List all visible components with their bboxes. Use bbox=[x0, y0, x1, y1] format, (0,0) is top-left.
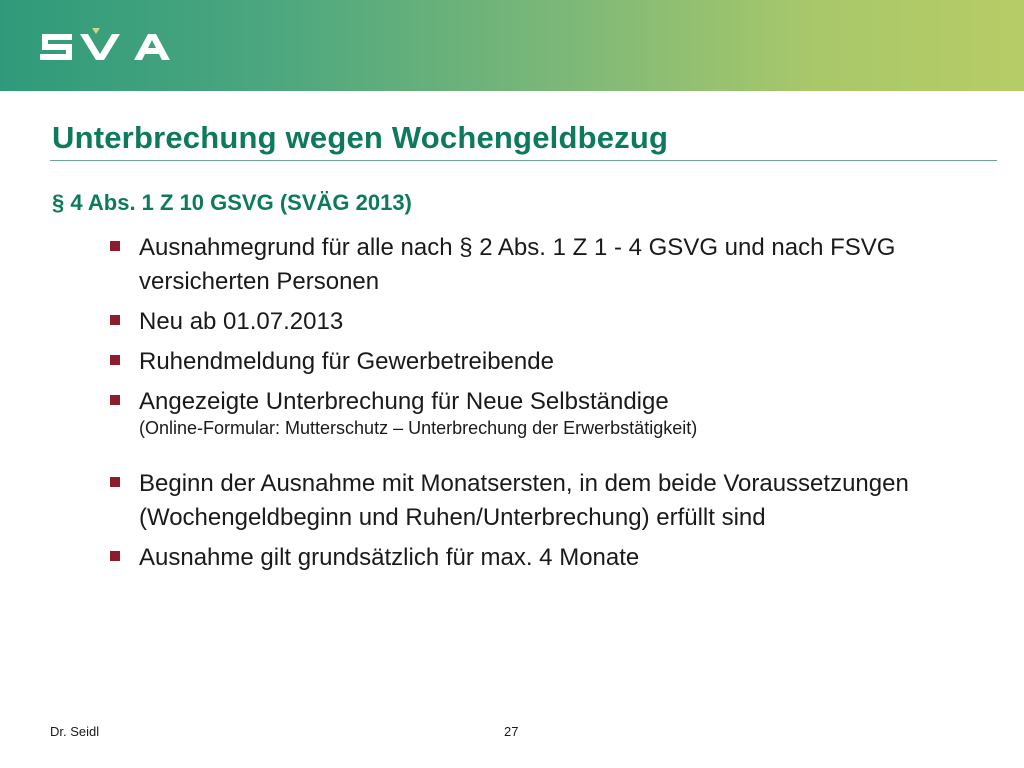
bullet-text: Beginn der Ausnahme mit Monatsersten, in dem beide Voraussetzungen (Wochengeldbeginn und Ruhen/Unterbrechung) erfüllt sind bbox=[139, 470, 909, 531]
page-number: 27 bbox=[504, 724, 519, 739]
title-divider bbox=[50, 160, 997, 161]
list-item bbox=[107, 345, 997, 379]
square-bullet-icon bbox=[110, 395, 120, 405]
list-item bbox=[107, 541, 997, 575]
list-item bbox=[107, 305, 997, 339]
bullet-text: Neu ab 01.07.2013 bbox=[139, 308, 344, 335]
square-bullet-icon bbox=[110, 355, 120, 365]
bullet-text: Angezeigte Unterbrechung für Neue Selbständige bbox=[139, 388, 669, 415]
slide-title: Unterbrechung wegen Wochengeldbezug bbox=[52, 120, 669, 155]
list-item bbox=[107, 467, 997, 535]
sva-logo bbox=[38, 26, 178, 68]
square-bullet-icon bbox=[110, 241, 120, 251]
header-band bbox=[0, 0, 1024, 91]
square-bullet-icon bbox=[110, 477, 120, 487]
bullet-text: Ruhendmeldung für Gewerbetreibende bbox=[139, 348, 554, 375]
bullet-list bbox=[107, 231, 997, 581]
bullet-text: Ausnahme gilt grundsätzlich für max. 4 Monate bbox=[139, 544, 640, 571]
list-item bbox=[107, 231, 997, 299]
bullet-text: Ausnahmegrund für alle nach § 2 Abs. 1 Z 1 - 4 GSVG und nach FSVG versicherten Personen bbox=[139, 234, 896, 295]
list-item bbox=[107, 385, 997, 439]
square-bullet-icon bbox=[110, 315, 120, 325]
bullet-note: (Online-Formular: Mutterschutz – Unterbrechung der Erwerbstätigkeit) bbox=[139, 418, 698, 438]
footer-author: Dr. Seidl bbox=[50, 724, 100, 739]
slide-subtitle: § 4 Abs. 1 Z 10 GSVG (SVÄG 2013) bbox=[52, 190, 412, 215]
square-bullet-icon bbox=[110, 551, 120, 561]
